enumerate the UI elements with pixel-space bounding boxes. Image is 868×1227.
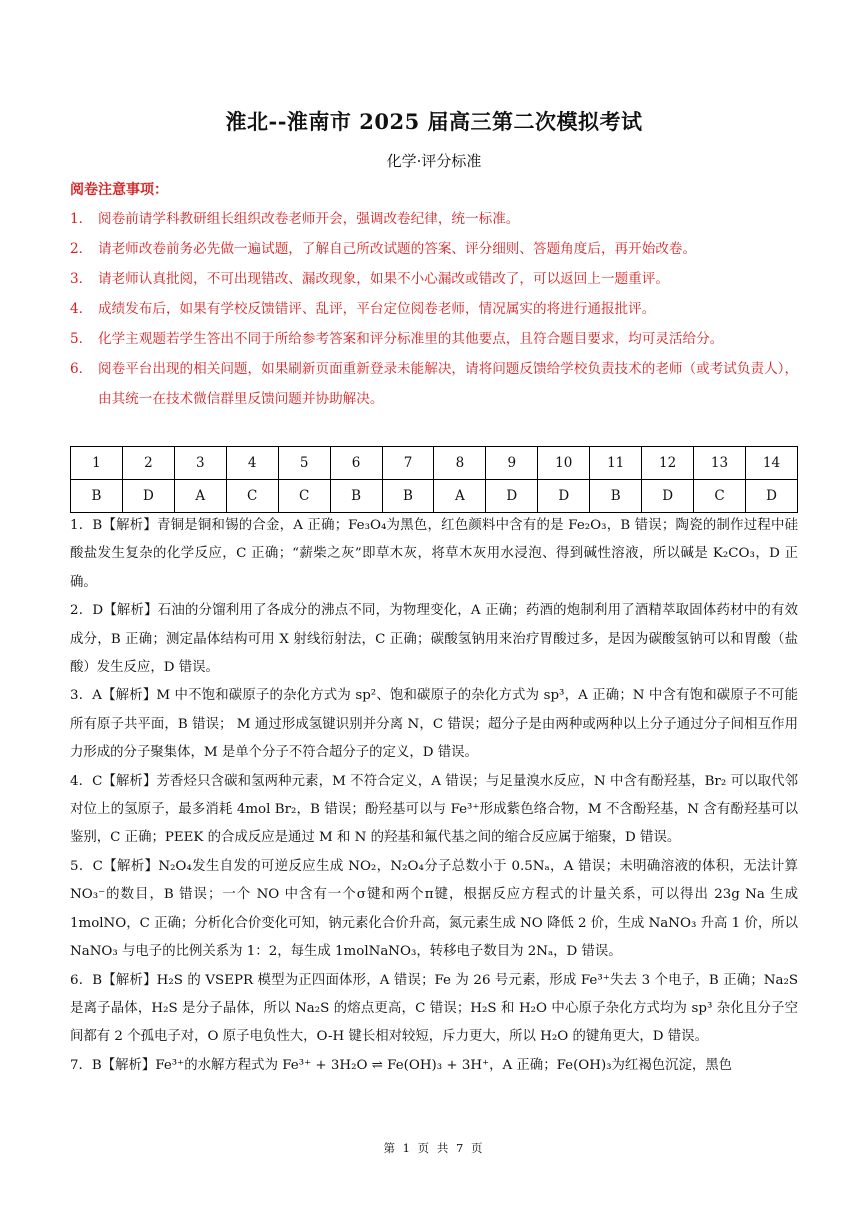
question-number-cell: 7: [382, 447, 434, 480]
explanation-paragraph: 4．C【解析】芳香烃只含碳和氢两种元素，M 不符合定义，A 错误；与足量溴水反应，N 中含有酚羟基，Br₂ 可以取代邻对位上的氢原子，最多消耗 4mol Br₂，B 错误；酚羟基可以与 Fe³⁺形成紫色络合物，M 不含酚羟基，N 含有酚羟基可以鉴别，C 正确；PEEK 的合成反应是通过 M 和 N 的羟基和氟代基之间的缩合反应属于缩聚，D 错误。: [70, 773, 798, 846]
notice-text: 请老师认真批阅，不可出现错改、漏改现象，如果不小心漏改或错改了，可以返回上一题重评。: [98, 271, 669, 287]
question-number-cell: 5: [278, 447, 330, 480]
question-number-cell: 14: [745, 447, 797, 480]
explanation-paragraph: 2．D【解析】石油的分馏利用了各成分的沸点不同，为物理变化，A 正确；药酒的炮制利用了酒精萃取固体药材中的有效成分，B 正确；测定晶体结构可用 X 射线衍射法，C 正确；碳酸氢钠用来治疗胃酸过多，是因为碳酸氢钠可以和胃酸（盐酸）发生反应，D 错误。: [70, 603, 798, 676]
answer-cell: D: [745, 480, 797, 513]
notice-item: [70, 204, 800, 234]
answer-number-row: [71, 447, 798, 480]
question-number-cell: 3: [174, 447, 226, 480]
explanation-paragraph: 7．B【解析】Fe³⁺的水解方程式为 Fe³⁺ + 3H₂O ⇌ Fe(OH)₃ + 3H⁺，A 正确；Fe(OH)₃为红褐色沉淀，黑色: [70, 1057, 733, 1073]
explanation-paragraph: 6．B【解析】H₂S 的 VSEPR 模型为正四面体形，A 错误；Fe 为 26 号元素，形成 Fe³⁺失去 3 个电子，B 正确；Na₂S 是离子晶体，H₂S 是分子晶体，所以 Na₂S 的熔点更高，C 错误；H₂S 和 H₂O 中心原子杂化方式均为 sp³ 杂化且分子空间都有 2 个孤电子对，O 原子电负性大，O-H 键长相对较短，斥力更大，所以 H₂O 的键角更大，D 错误。: [70, 972, 798, 1045]
document-title: 淮北--淮南市 2025 届高三第二次模拟考试: [225, 109, 643, 134]
answer-table: [70, 446, 798, 513]
notice-item: [70, 294, 800, 324]
question-number-cell: 11: [590, 447, 642, 480]
answer-cell: C: [278, 480, 330, 513]
explanation-paragraph: 5．C【解析】N₂O₄发生自发的可逆反应生成 NO₂，N₂O₄分子总数小于 0.5Nₐ，A 错误；未明确溶液的体积，无法计算NO₃⁻的数目，B 错误；一个 NO 中含有一个σ键和两个π键，根据反应方程式的计量关系，可以得出 23g Na 生成 1molNO，C 正确；分析化合价变化可知，钠元素化合价升高，氮元素生成 NO 降低 2 价，生成 NaNO₃ 升高 1 价，所以 NaNO₃ 与电子的比例关系为 1：2，每生成 1molNaNO₃，转移电子数目为 2Nₐ，D 错误。: [70, 858, 798, 960]
explanation-paragraph: 1．B【解析】青铜是铜和锡的合金，A 正确；Fe₃O₄为黑色，红色颜料中含有的是 Fe₂O₃，B 错误；陶瓷的制作过程中硅酸盐发生复杂的化学反应，C 正确；“薪柴之灰”即草木灰，将草木灰用水浸泡、得到碱性溶液，所以碱是 K₂CO₃，D 正确。: [70, 518, 798, 590]
notice-text: 成绩发布后，如果有学校反馈错评、乱评，平台定位阅卷老师，情况属实的将进行通报批评。: [98, 301, 656, 317]
answer-cell: D: [642, 480, 694, 513]
answer-value-row: [71, 480, 798, 513]
question-number-cell: 9: [486, 447, 538, 480]
answer-cell: C: [694, 480, 746, 513]
question-number-cell: 12: [642, 447, 694, 480]
answer-cell: A: [434, 480, 486, 513]
question-number-cell: 2: [122, 447, 174, 480]
notice-number: 4．: [70, 301, 93, 317]
notice-text: 请老师改卷前务必先做一遍试题，了解自己所改试题的答案、评分细则、答题角度后，再开始改卷。: [98, 241, 697, 257]
question-number-cell: 13: [694, 447, 746, 480]
answer-cell: A: [174, 480, 226, 513]
answer-cell: B: [71, 480, 123, 513]
notice-number: 2．: [70, 241, 93, 257]
notice-heading: 阅卷注意事项：: [70, 182, 168, 198]
notice-number: 3．: [70, 271, 93, 287]
question-number-cell: 8: [434, 447, 486, 480]
notice-number: 5．: [70, 331, 93, 347]
answer-cell: B: [330, 480, 382, 513]
notice-number: 6．: [70, 361, 93, 377]
document-subtitle: 化学·评分标准: [386, 152, 482, 170]
notice-number: 1．: [70, 211, 93, 227]
notice-item: [70, 324, 800, 354]
answer-cell: D: [486, 480, 538, 513]
answer-cell: C: [226, 480, 278, 513]
answer-cell: D: [122, 480, 174, 513]
explanation-list: [70, 512, 798, 1080]
notice-item: [70, 354, 800, 414]
question-number-cell: 1: [71, 447, 123, 480]
question-number-cell: 4: [226, 447, 278, 480]
answer-cell: D: [538, 480, 590, 513]
notice-list: [70, 204, 800, 414]
answer-cell: B: [382, 480, 434, 513]
notice-text: 化学主观题若学生答出不同于所给参考答案和评分标准里的其他要点，且符合题目要求，均可灵活给分。: [98, 331, 724, 347]
question-number-cell: 10: [538, 447, 590, 480]
explanation-paragraph: 3．A【解析】M 中不饱和碳原子的杂化方式为 sp²、饱和碳原子的杂化方式为 sp³，A 正确；N 中含有饱和碳原子不可能所有原子共平面，B 错误； M 通过形成氢键识别并分离 N，C 错误；超分子是由两种或两种以上分子通过分子间相互作用力形成的分子聚集体，M 是单个分子不符合超分子的定义，D 错误。: [70, 688, 798, 761]
page-footer: 第 1 页 共 7 页: [383, 1141, 485, 1155]
notice-item: [70, 264, 800, 294]
notice-text: 阅卷前请学科教研组长组织改卷老师开会，强调改卷纪律，统一标准。: [98, 211, 520, 227]
answer-cell: B: [590, 480, 642, 513]
question-number-cell: 6: [330, 447, 382, 480]
notice-item: [70, 234, 800, 264]
notice-text: 阅卷平台出现的相关问题，如果刷新页面重新登录未能解决，请将问题反馈给学校负责技术的老师（或考试负责人），由其统一在技术微信群里反馈问题并协助解决。: [98, 361, 799, 407]
